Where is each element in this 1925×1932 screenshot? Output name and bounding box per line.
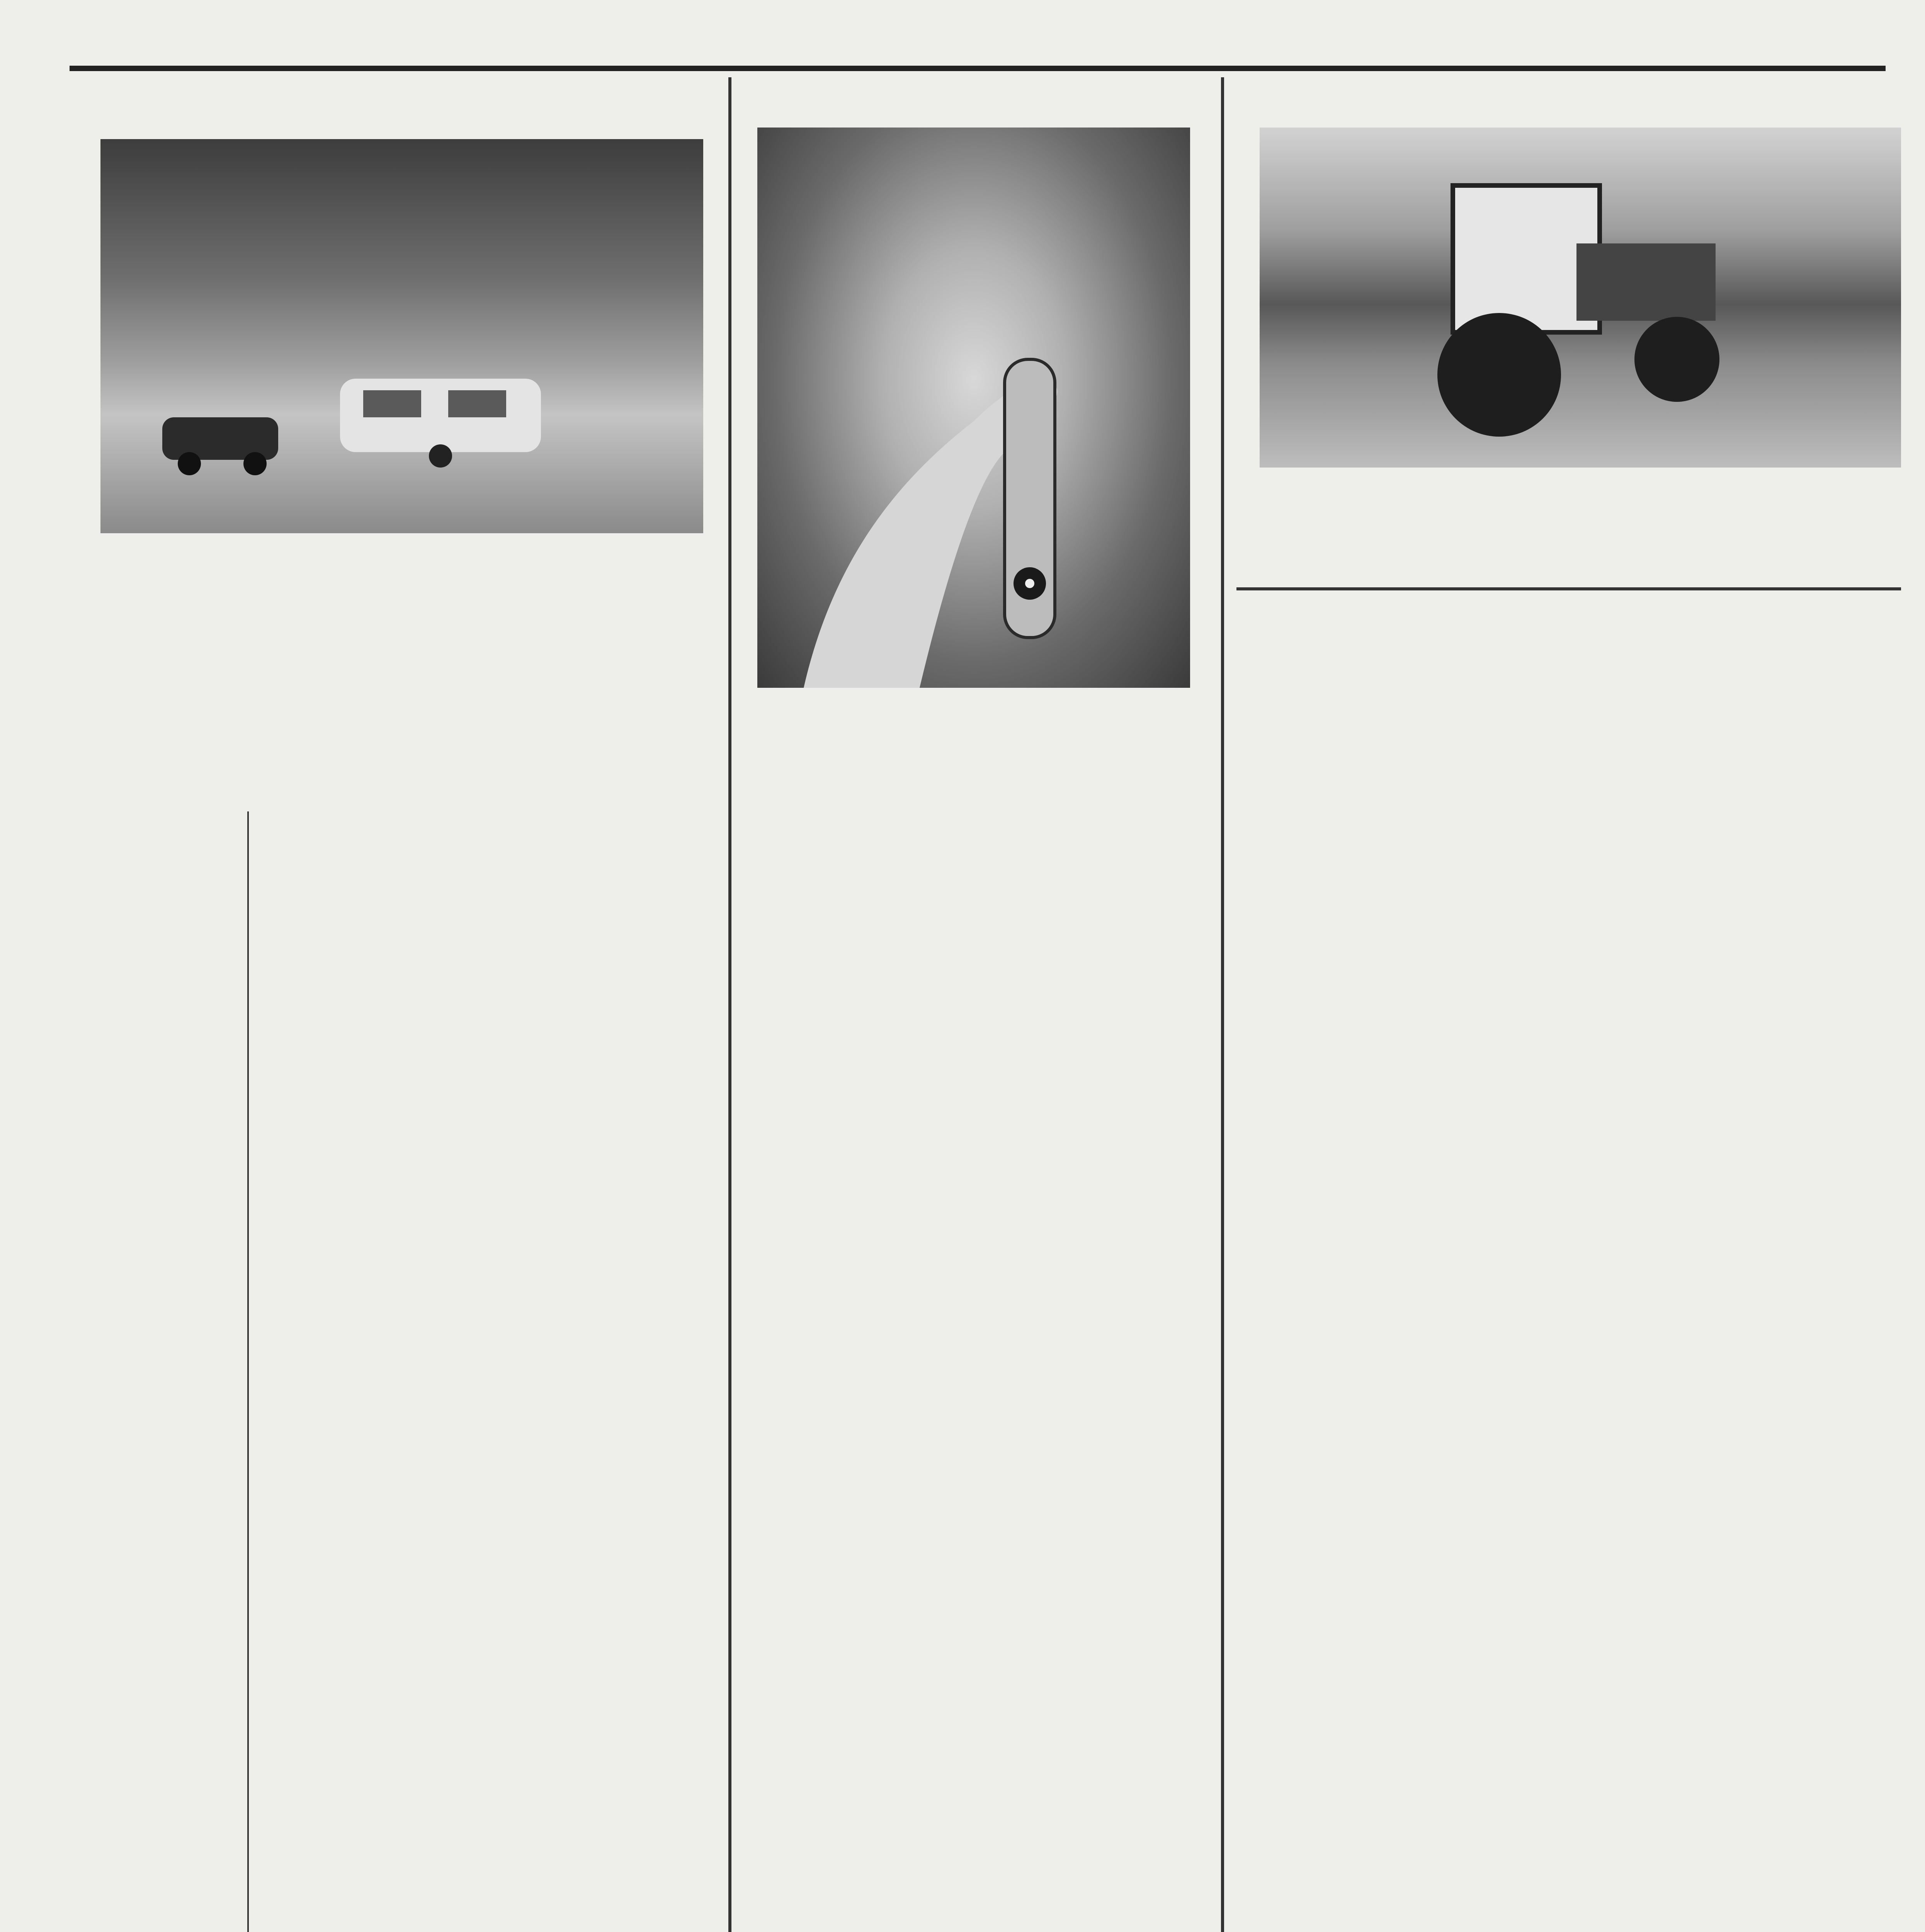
caravan-photo	[100, 139, 703, 533]
caravan-illustration	[100, 139, 703, 533]
column-rule	[247, 811, 249, 1932]
tractor-photo	[1260, 128, 1901, 468]
tractor-illustration	[1260, 128, 1901, 468]
column-rule	[1221, 77, 1224, 1932]
battery-illustration	[757, 128, 1190, 688]
top-rule	[70, 66, 1886, 71]
declarations-column-1	[23, 811, 243, 1932]
section-rule	[1236, 587, 1901, 590]
column-rule	[728, 77, 731, 1932]
hand-photo	[757, 128, 1190, 688]
